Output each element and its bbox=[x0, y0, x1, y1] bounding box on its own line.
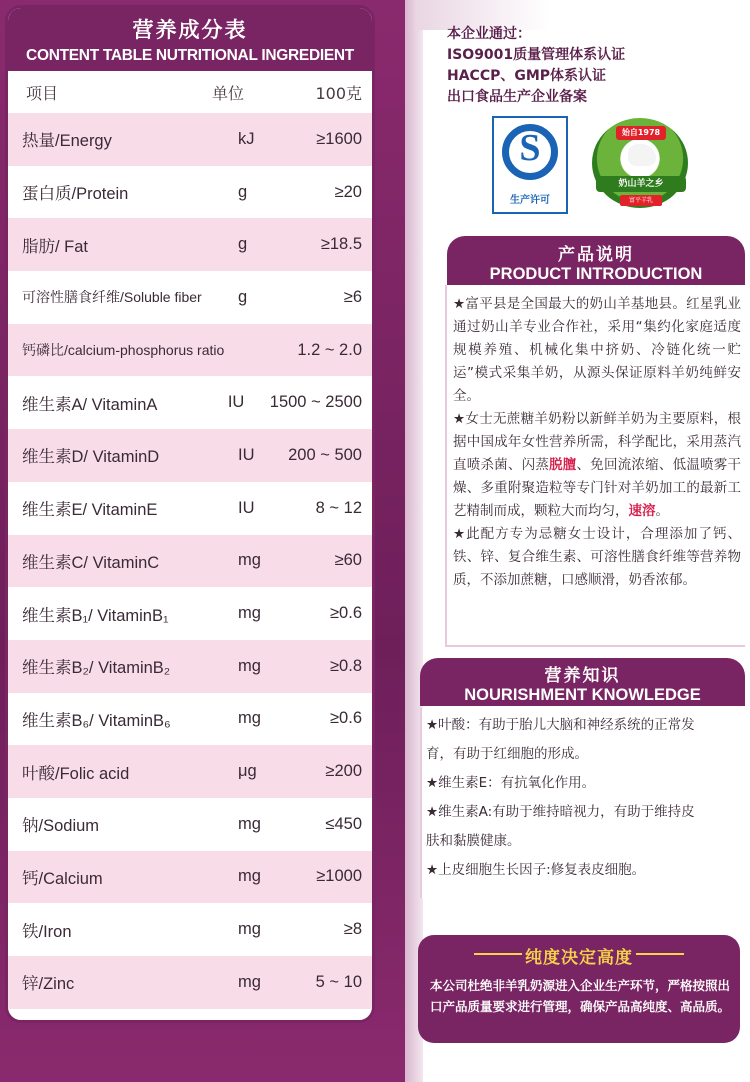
row-value: 8 ~ 12 bbox=[315, 498, 362, 517]
intro-p2-part-a: ★女士无蔗糖羊奶粉以新鲜羊奶为主要原料，根据中国成年女性营养所需，科学配比，采用蒸汽直喷杀菌、闪蒸 bbox=[453, 411, 741, 473]
row-value: ≥1000 bbox=[316, 867, 362, 886]
intro-header bbox=[447, 236, 745, 286]
row-item-name: 钠/Sodium bbox=[22, 817, 100, 836]
table-row bbox=[8, 429, 372, 482]
row-unit: μg bbox=[238, 762, 257, 781]
knowledge-line: ★维生素E：有抗氧化作用。 bbox=[426, 775, 596, 791]
nutrition-title-cn: 营养成分表 bbox=[132, 18, 248, 42]
row-value: ≥60 bbox=[334, 551, 362, 570]
row-unit: mg bbox=[238, 920, 261, 939]
table-row bbox=[8, 271, 372, 324]
goat-hometown-logo bbox=[592, 118, 692, 214]
intro-highlight-deodorize: 脱膻 bbox=[549, 457, 577, 473]
table-row bbox=[8, 745, 372, 798]
intro-p2-part-b: 、免回流浓缩、低温喷雾干燥、多重附聚造粒等专门针对羊奶加工的最新工艺精制而成，颗粒大而均匀， bbox=[453, 457, 742, 519]
row-item-name: 维生素C/ VitaminC bbox=[22, 553, 160, 572]
row-value: 200 ~ 500 bbox=[288, 445, 362, 464]
intro-highlight-instant: 速溶 bbox=[628, 503, 656, 519]
table-row bbox=[8, 166, 372, 219]
row-item-name: 铁/Iron bbox=[22, 922, 72, 941]
intro-title-cn: 产品说明 bbox=[558, 245, 634, 265]
row-value: ≥0.6 bbox=[330, 604, 362, 623]
row-value: ≥200 bbox=[325, 762, 362, 781]
row-unit: mg bbox=[238, 656, 261, 675]
table-row bbox=[8, 113, 372, 166]
row-item-name: 维生素D/ VitaminD bbox=[22, 448, 160, 467]
row-value: 1500 ~ 2500 bbox=[269, 393, 362, 412]
row-unit: g bbox=[238, 235, 248, 254]
purity-title: 纯度决定高度 bbox=[525, 948, 633, 968]
column-item: 项目 bbox=[26, 83, 59, 103]
row-value: ≥0.8 bbox=[330, 656, 362, 675]
cert-line: 本企业通过： bbox=[447, 26, 531, 42]
knowledge-line: ★叶酸：有助于胎儿大脑和神经系统的正常发 bbox=[426, 717, 695, 733]
row-item-name: 锌/Zinc bbox=[22, 975, 75, 994]
row-item-name: 维生素E/ VitaminE bbox=[22, 501, 158, 520]
row-unit: mg bbox=[238, 551, 261, 570]
row-item-name: 可溶性膳食纤维/Soluble fiber bbox=[22, 289, 202, 306]
row-value: ≥1600 bbox=[316, 129, 362, 148]
nutrition-column-header bbox=[8, 71, 372, 113]
row-unit: g bbox=[238, 287, 248, 306]
row-unit: mg bbox=[238, 814, 261, 833]
knowledge-title-en: NOURISHMENT KNOWLEDGE bbox=[464, 686, 701, 704]
table-row bbox=[8, 218, 372, 271]
goat-logo-ribbon: 奶山羊之乡 bbox=[596, 176, 686, 192]
row-item-name: 维生素B₆/ VitaminB₆ bbox=[22, 711, 171, 730]
cert-line: ISO9001质量管理体系认证 bbox=[447, 47, 626, 63]
table-row bbox=[8, 324, 372, 377]
row-unit: g bbox=[238, 182, 248, 201]
row-item-name: 维生素B₂/ VitaminB₂ bbox=[22, 659, 171, 678]
row-value: ≤450 bbox=[325, 814, 362, 833]
row-value: ≥8 bbox=[343, 920, 362, 939]
row-value: 1.2 ~ 2.0 bbox=[297, 340, 362, 359]
intro-p2-part-c: 。 bbox=[655, 503, 669, 519]
purity-text: 本公司杜绝非羊乳奶源进入企业生产环节，严格按照出口产品质量要求进行管理，确保产品高纯度、高品质。 bbox=[430, 978, 731, 1014]
table-row bbox=[8, 535, 372, 588]
table-row bbox=[8, 851, 372, 904]
row-value: 5 ~ 10 bbox=[315, 972, 362, 991]
knowledge-line: ★上皮细胞生长因子:修复表皮细胞。 bbox=[426, 862, 646, 878]
row-value: ≥6 bbox=[343, 287, 362, 306]
intro-body bbox=[445, 285, 745, 647]
goat-logo-top-banner: 始自1978 bbox=[616, 126, 666, 140]
row-unit: mg bbox=[238, 709, 261, 728]
row-unit: mg bbox=[238, 604, 261, 623]
row-unit: IU bbox=[238, 445, 255, 464]
row-item-name: 蛋白质/Protein bbox=[22, 185, 129, 204]
row-unit: IU bbox=[238, 498, 255, 517]
nutrition-table bbox=[5, 5, 375, 1023]
qs-label: 生产许可 bbox=[510, 195, 550, 206]
goat-icon bbox=[628, 144, 656, 166]
intro-title-en: PRODUCT INTRODUCTION bbox=[489, 265, 703, 283]
table-row bbox=[8, 956, 372, 1009]
table-row bbox=[8, 798, 372, 851]
intro-paragraph-2 bbox=[447, 408, 745, 523]
knowledge-line: 育，有助于红细胞的形成。 bbox=[426, 746, 588, 762]
certification-text bbox=[447, 24, 737, 108]
column-unit: 单位 bbox=[212, 83, 245, 103]
table-row bbox=[8, 693, 372, 746]
nutrition-title-en: CONTENT TABLE NUTRITIONAL INGREDIENT bbox=[26, 47, 354, 64]
purity-box bbox=[418, 935, 740, 1043]
row-value: ≥20 bbox=[334, 182, 362, 201]
knowledge-line: 肤和黏膜健康。 bbox=[426, 833, 521, 849]
intro-paragraph-3: ★此配方专为忌糖女士设计，合理添加了钙、铁、锌、复合维生素、可溶性膳食纤维等营养物质，不添加蔗糖，口感顺滑，奶香浓郁。 bbox=[453, 526, 741, 588]
nutrition-table-header bbox=[8, 8, 372, 71]
row-unit: mg bbox=[238, 867, 261, 886]
row-unit: IU bbox=[227, 393, 245, 412]
background-divider bbox=[405, 0, 423, 1082]
table-row bbox=[8, 587, 372, 640]
row-item-name: 叶酸/Folic acid bbox=[22, 764, 130, 783]
nutrition-rows bbox=[8, 113, 372, 1009]
row-item-name: 钙磷比/calcium-phosphorus ratio bbox=[22, 342, 225, 359]
row-item-name: 热量/Energy bbox=[22, 132, 112, 151]
table-row bbox=[8, 903, 372, 956]
knowledge-body bbox=[420, 708, 745, 898]
cert-line: HACCP、GMP体系认证 bbox=[447, 68, 607, 84]
knowledge-header bbox=[420, 658, 745, 706]
row-value: ≥0.6 bbox=[330, 709, 362, 728]
knowledge-title-cn: 营养知识 bbox=[544, 666, 621, 686]
column-per-100g: 100克 bbox=[315, 83, 362, 103]
row-item-name: 维生素B₁/ VitaminB₁ bbox=[22, 606, 169, 625]
row-value: ≥18.5 bbox=[320, 235, 362, 254]
table-row bbox=[8, 640, 372, 693]
purity-deco-line bbox=[636, 953, 684, 955]
table-row bbox=[8, 482, 372, 535]
row-item-name: 钙/Calcium bbox=[22, 869, 103, 888]
row-item-name: 维生素A/ VitaminA bbox=[22, 395, 158, 414]
certification-logos bbox=[492, 116, 732, 216]
row-unit: mg bbox=[238, 972, 261, 991]
cert-line: 出口食品生产企业备案 bbox=[447, 89, 587, 105]
row-item-name: 脂肪/ Fat bbox=[22, 237, 89, 256]
knowledge-line: ★维生素A:有助于维持暗视力，有助于维持皮 bbox=[426, 804, 695, 820]
intro-paragraph-1: ★富平县是全国最大的奶山羊基地县。红星乳业通过奶山羊专业合作社，采用“集约化家庭适度规模养殖、机械化集中挤奶、冷链化统一贮运”模式采集羊奶，从源头保证原料羊奶纯鲜安全。 bbox=[453, 296, 741, 404]
goat-logo-bottom-banner: 富平羊乳 bbox=[620, 195, 662, 206]
qs-license-logo: S 生产许可 bbox=[492, 116, 568, 214]
row-unit: kJ bbox=[238, 129, 255, 148]
table-row bbox=[8, 376, 372, 429]
